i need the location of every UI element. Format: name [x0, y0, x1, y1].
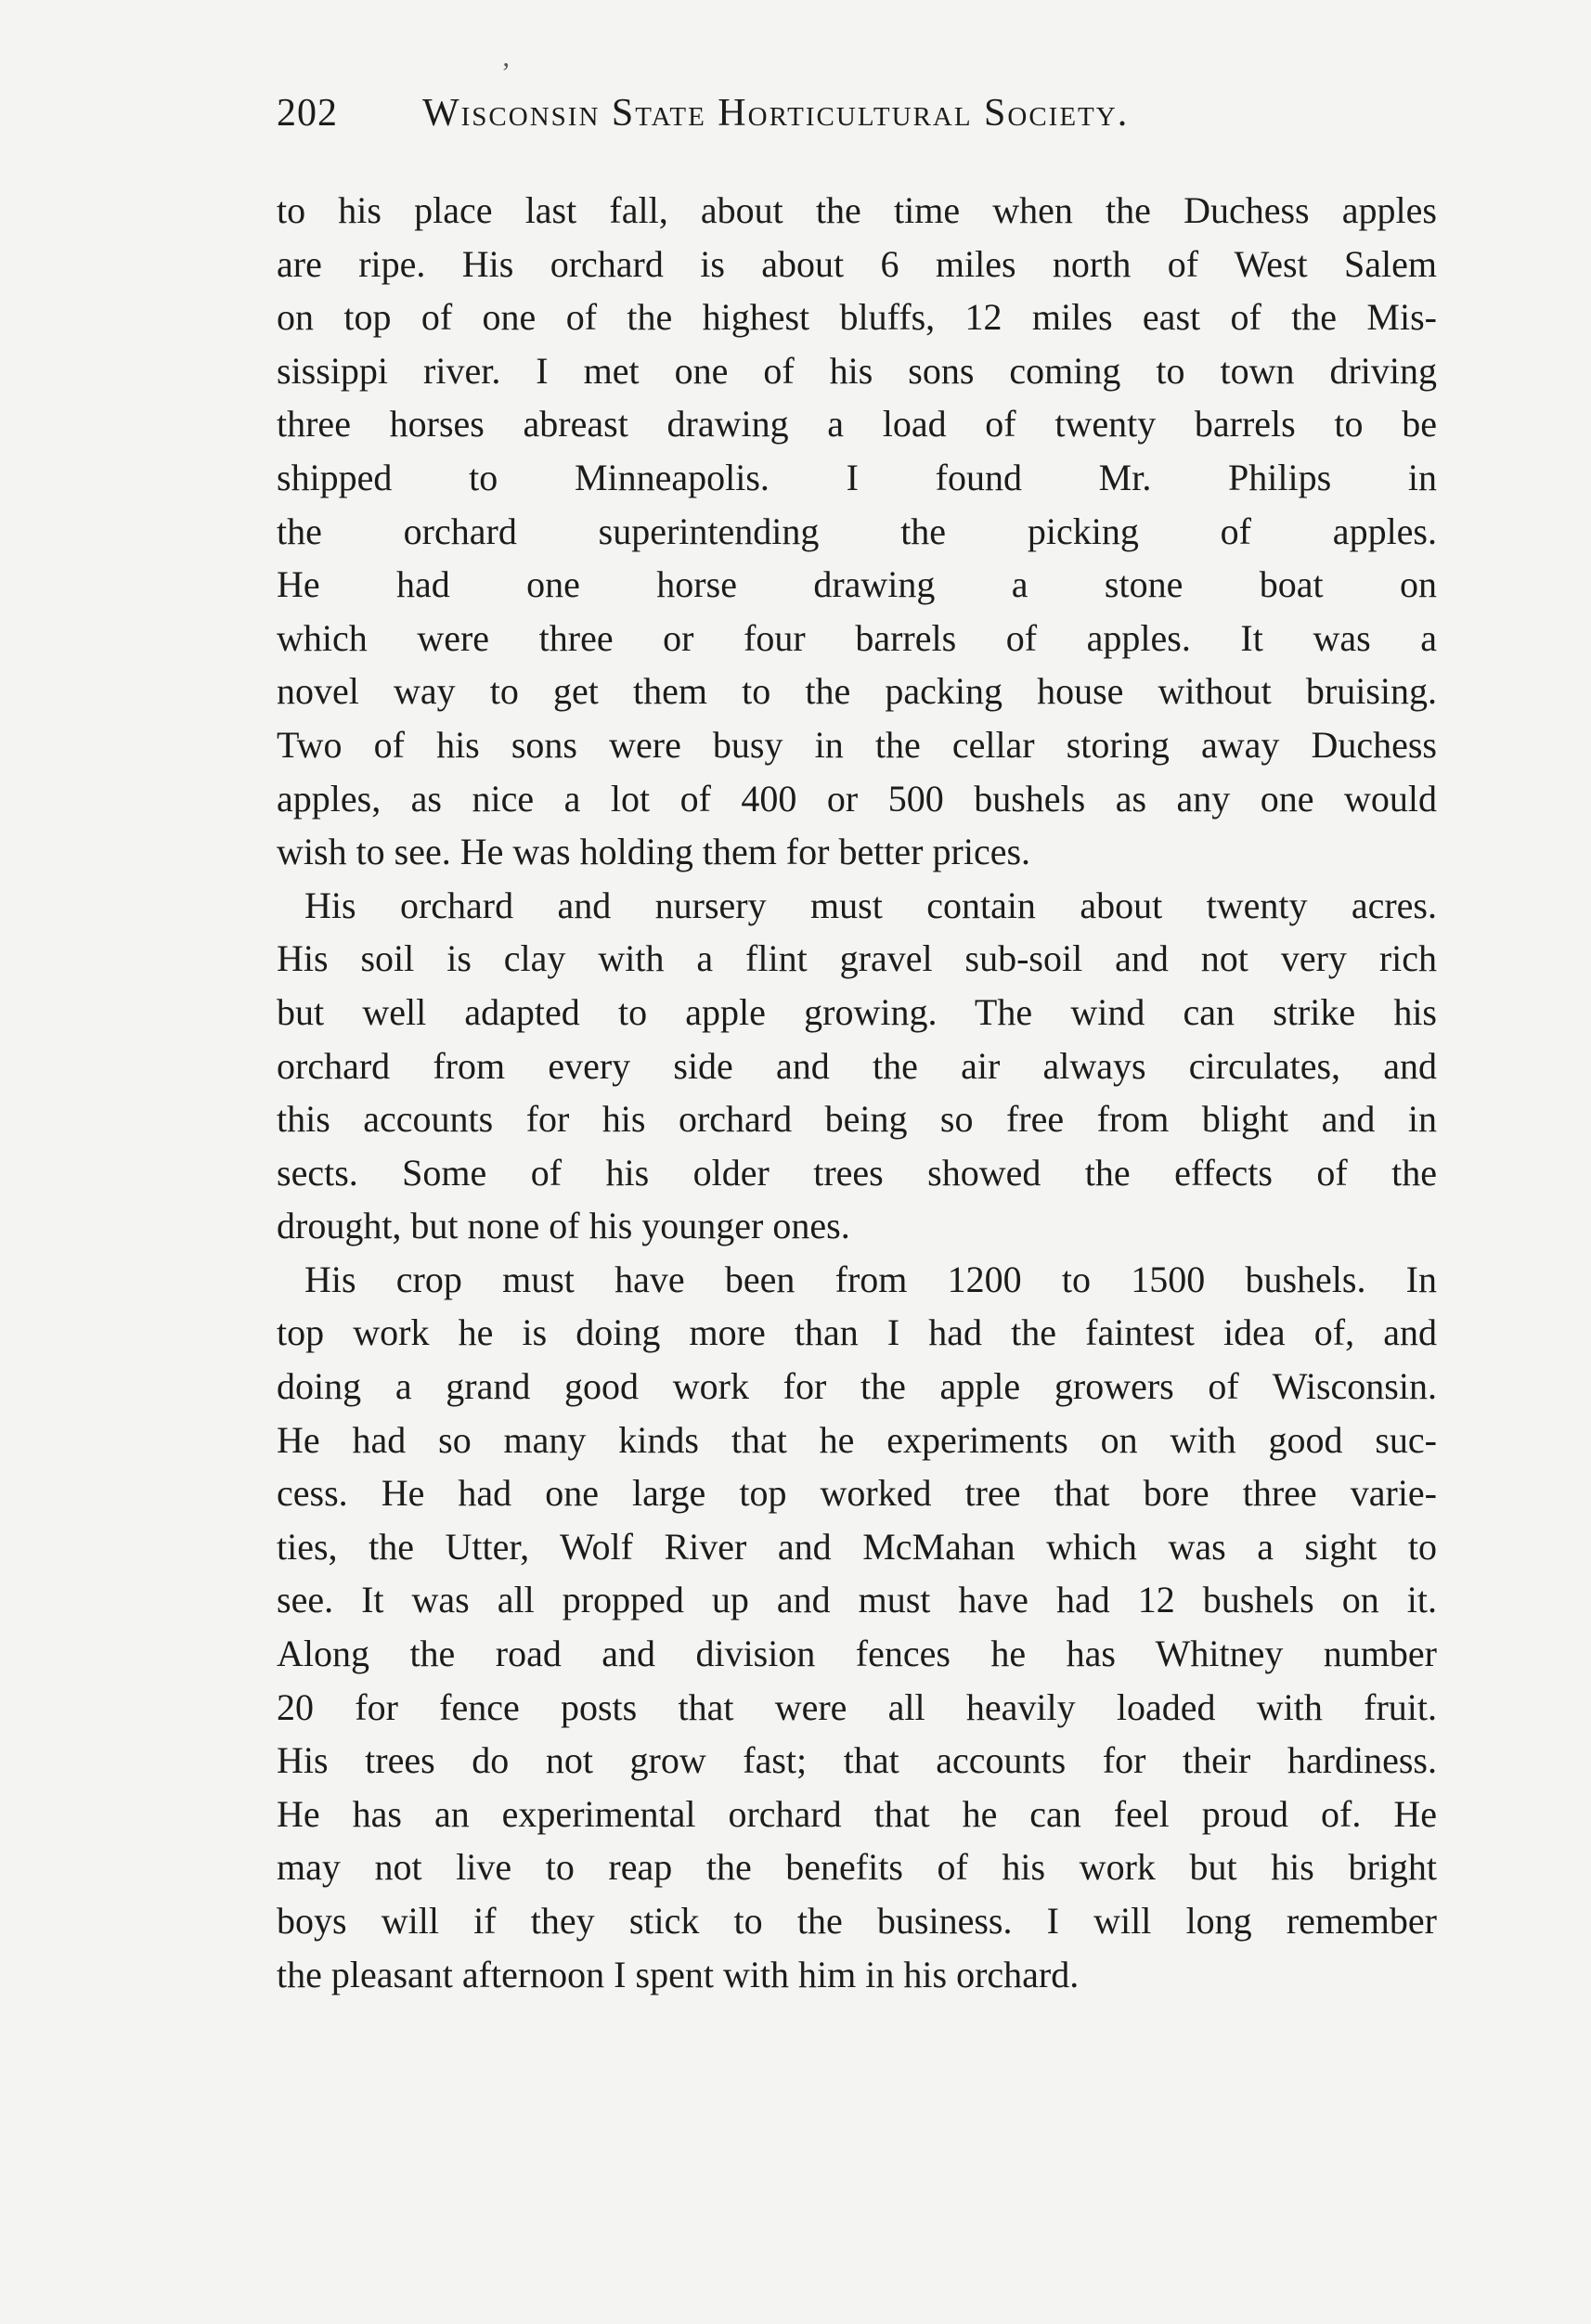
- text-line: which were three or four barrels of apples. It was a: [277, 616, 1437, 659]
- text-line: He had one horse drawing a stone boat on: [277, 563, 1437, 606]
- text-line: He had so many kinds that he experiments on with good suc-: [277, 1418, 1437, 1461]
- page-number: 202: [277, 92, 338, 135]
- text-line: shipped to Minneapolis. I found Mr. Philips in: [277, 456, 1437, 498]
- text-line: doing a grand good work for the apple growers of Wisconsin.: [277, 1365, 1437, 1408]
- text-line: novel way to get them to the packing house without bruising.: [277, 670, 1437, 713]
- text-line: are ripe. His orchard is about 6 miles north of West Salem: [277, 242, 1437, 285]
- text-line: cess. He had one large top worked tree that bore three varie-: [277, 1472, 1437, 1515]
- text-line: but well adapted to apple growing. The wind can strike his: [277, 990, 1437, 1033]
- text-line: to his place last fall, about the time when the Duchess apples: [277, 189, 1437, 231]
- paragraph: [277, 879, 1437, 1253]
- stray-mark: ʼ: [501, 58, 511, 88]
- text-line: 20 for fence posts that were all heavily loaded with fruit.: [277, 1685, 1437, 1728]
- paragraph: [277, 1253, 1437, 2001]
- text-line: the orchard superintending the picking of apples.: [277, 510, 1437, 552]
- text-line: three horses abreast drawing a load of twenty barrels to be: [277, 403, 1437, 445]
- running-head: [277, 91, 1326, 147]
- text-line: top work he is doing more than I had the faintest idea of, and: [277, 1311, 1437, 1354]
- text-line: may not live to reap the benefits of his work but his bright: [277, 1846, 1437, 1889]
- text-line: His trees do not grow fast; that accounts for their hardiness.: [277, 1739, 1437, 1782]
- text-line: orchard from every side and the air always circulates, and: [277, 1044, 1437, 1087]
- text-line: His crop must have been from 1200 to 1500 bushels. In: [304, 1258, 1437, 1300]
- text-line: His orchard and nursery must contain about twenty acres.: [304, 884, 1437, 926]
- text-line: His soil is clay with a flint gravel sub-soil and not very rich: [277, 937, 1437, 980]
- text-line: sects. Some of his older trees showed the effects of the: [277, 1151, 1437, 1194]
- text-line: apples, as nice a lot of 400 or 500 bushels as any one would: [277, 777, 1437, 820]
- paragraph: [277, 184, 1437, 879]
- text-line: drought, but none of his younger ones.: [277, 1205, 850, 1247]
- text-line: Two of his sons were busy in the cellar storing away Duchess: [277, 723, 1437, 766]
- text-line: ties, the Utter, Wolf River and McMahan which was a sight to: [277, 1525, 1437, 1568]
- text-line: sissippi river. I met one of his sons coming to town driving: [277, 349, 1437, 392]
- text-line: see. It was all propped up and must have had 12 bushels on it.: [277, 1579, 1437, 1621]
- text-line: Along the road and division fences he has Whitney number: [277, 1633, 1437, 1675]
- text-line: wish to see. He was holding them for better prices.: [277, 831, 1031, 873]
- text-line: boys will if they stick to the business. I will long remember: [277, 1900, 1437, 1942]
- body-text: [277, 184, 1437, 2001]
- text-line: this accounts for his orchard being so free from blight and in: [277, 1098, 1437, 1141]
- text-line: the pleasant afternoon I spent with him in his orchard.: [277, 1953, 1080, 1995]
- text-line: on top of one of the highest bluffs, 12 miles east of the Mis-: [277, 296, 1437, 339]
- text-line: He has an experimental orchard that he can feel proud of. He: [277, 1792, 1437, 1835]
- running-title: Wisconsin State Horticultural Society.: [422, 92, 1130, 135]
